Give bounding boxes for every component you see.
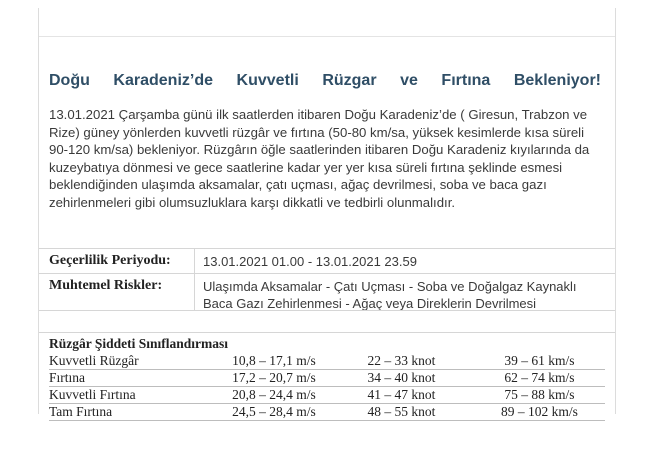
kmh-range: 89 – 102 km/s bbox=[501, 404, 578, 419]
warning-title: Doğu Karadeniz’de Kuvvetli Rüzgar ve Fırtına Bekleniyor! bbox=[49, 72, 601, 89]
table-row bbox=[49, 353, 605, 370]
table-row bbox=[49, 404, 605, 421]
section-divider bbox=[39, 310, 615, 311]
weather-warning-document bbox=[38, 8, 616, 419]
wind-class-name: Kuvvetli Rüzgâr bbox=[49, 353, 139, 368]
wind-class-name: Kuvvetli Fırtına bbox=[49, 387, 136, 402]
section-divider bbox=[39, 273, 615, 274]
knot-range: 34 – 40 knot bbox=[367, 370, 436, 385]
ms-range: 20,8 – 24,4 m/s bbox=[232, 387, 316, 402]
section-divider bbox=[39, 332, 615, 333]
section-divider bbox=[39, 248, 615, 249]
validity-value: 13.01.2021 01.00 - 13.01.2021 23.59 bbox=[203, 254, 417, 269]
knot-range: 48 – 55 knot bbox=[367, 404, 436, 419]
table-row bbox=[49, 387, 605, 404]
wind-class-name: Fırtına bbox=[49, 370, 85, 385]
knot-range: 22 – 33 knot bbox=[367, 353, 436, 368]
kmh-range: 75 – 88 km/s bbox=[504, 387, 575, 402]
knot-range: 41 – 47 knot bbox=[367, 387, 436, 402]
kmh-range: 62 – 74 km/s bbox=[504, 370, 575, 385]
ms-range: 10,8 – 17,1 m/s bbox=[232, 353, 316, 368]
column-divider bbox=[194, 248, 195, 310]
wind-class-name: Tam Fırtına bbox=[49, 404, 113, 419]
risks-value: Ulaşımda Aksamalar - Çatı Uçması - Soba ve Doğalgaz Kaynaklı Baca Gazı Zehirlenmesi - Ağaç veya Direklerin Devrilmesi bbox=[203, 279, 577, 311]
wind-table-title: Rüzgâr Şiddeti Sınıflandırması bbox=[49, 336, 229, 351]
ms-range: 24,5 – 28,4 m/s bbox=[232, 404, 316, 419]
warning-description: 13.01.2021 Çarşamba günü ilk saatlerden itibaren Doğu Karadeniz’de ( Giresun, Trabzon ve Rize) güney yönlerden kuvvetli rüzgâr ve fırtına (50-80 km/sa, yüksek kesimlerde kısa süreli 90-120 km/sa) bekleniyor. Rüzgârın öğle saatlerinden itibaren Doğu Karadeniz kıyılarında da kuzeybatıya dönmesi ve gece saatlerine kadar yer yer kısa süreli fırtına şeklinde esmesi beklendiğinden ulaşımda aksamalar, çatı uçması, ağaç devrilmesi, soba ve baca gazı zehirlenmeleri gibi olumsuzluklara karşı dikkatli ve tedbirli olunmalıdır. bbox=[49, 107, 590, 210]
risks-label: Muhtemel Riskler: bbox=[49, 278, 163, 293]
top-divider bbox=[39, 36, 615, 37]
validity-label: Geçerlilik Periyodu: bbox=[49, 253, 171, 268]
ms-range: 17,2 – 20,7 m/s bbox=[232, 370, 316, 385]
kmh-range: 39 – 61 km/s bbox=[504, 353, 575, 368]
wind-classification-table bbox=[49, 353, 605, 421]
table-row bbox=[49, 370, 605, 387]
